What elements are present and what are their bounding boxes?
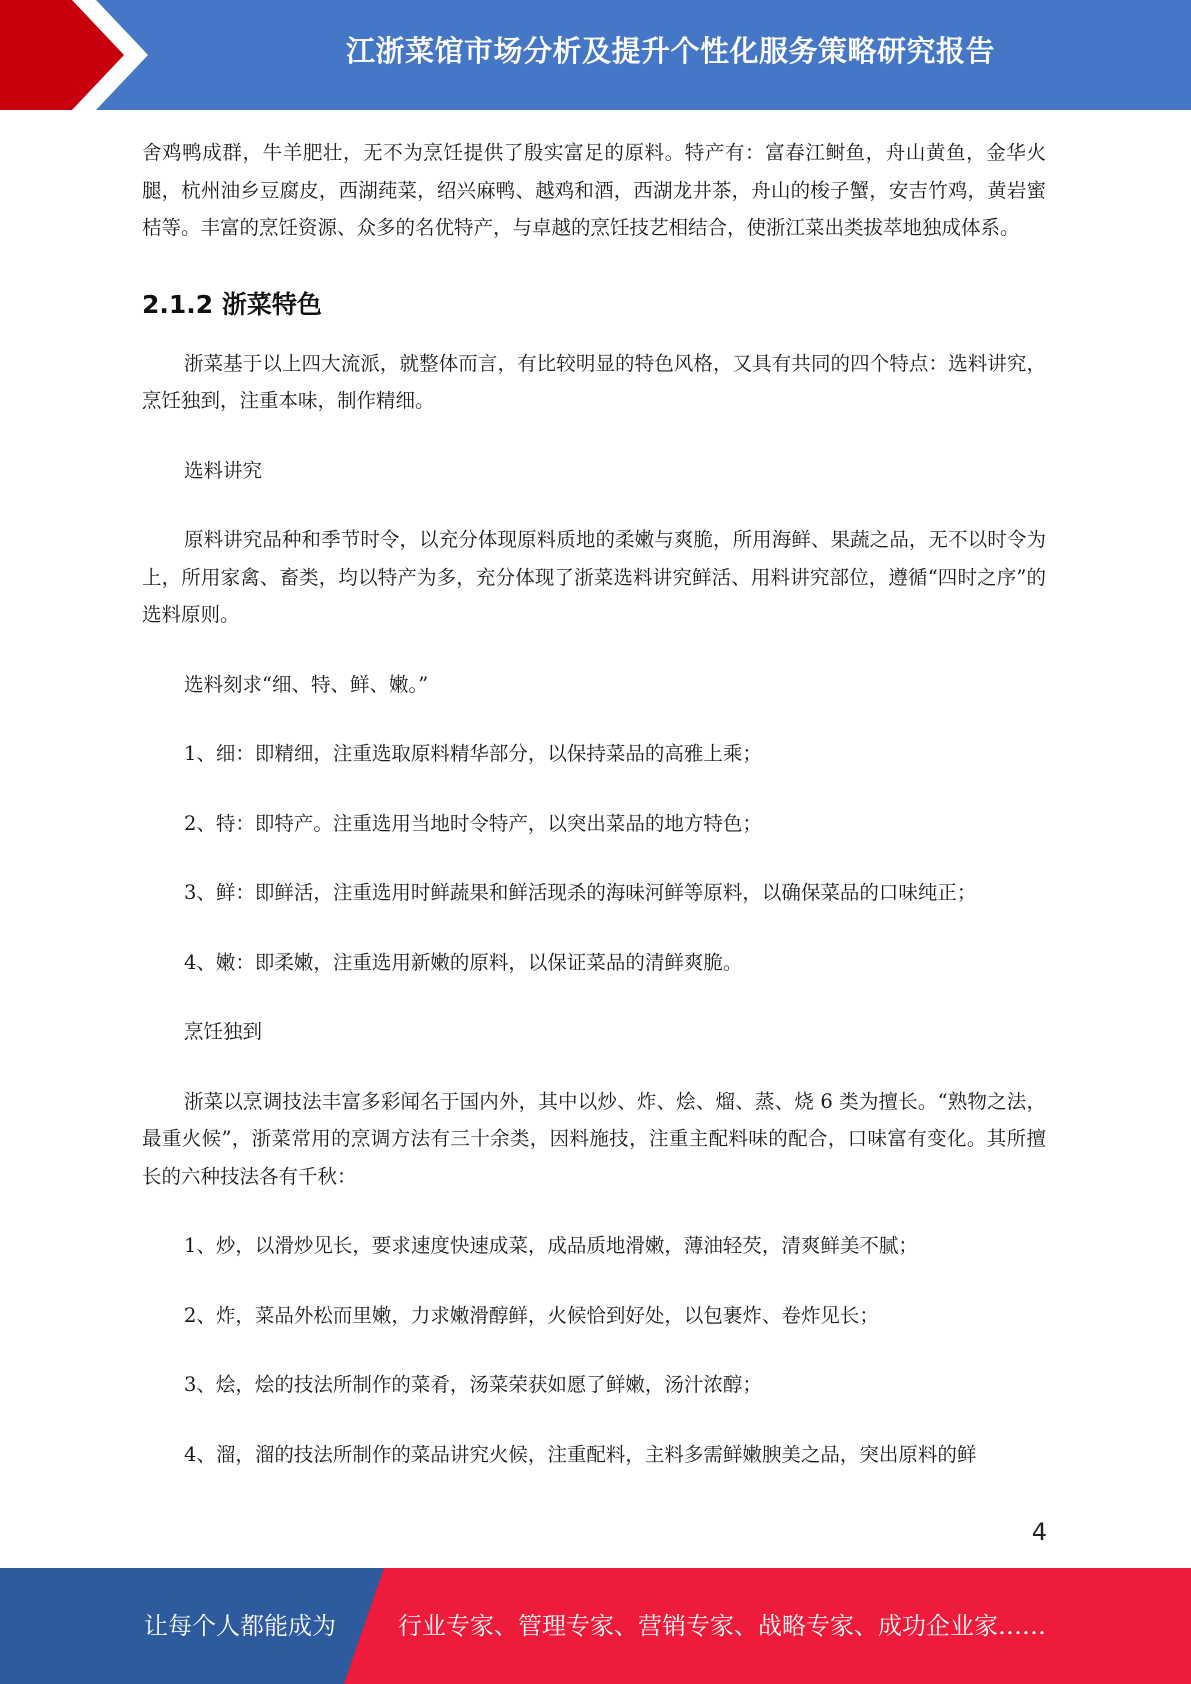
document-title: 江浙菜馆市场分析及提升个性化服务策略研究报告 [345,34,995,68]
list-item: 2、炸，菜品外松而里嫩，力求嫩滑醇鲜，火候恰到好处，以包裹炸、卷炸见长； [184,1303,879,1327]
page-footer [0,1568,1191,1684]
list-item: 4、溜，溜的技法所制作的菜品讲究火候，注重配料，主料多需鲜嫩腴美之品，突出原料的鲜 [184,1442,977,1466]
list-item: 1、细：即精细，注重选取原料精华部分，以保持菜品的高雅上乘； [184,742,762,765]
footer-slogan-left: 让每个人都能成为 [144,1612,336,1640]
subheading-selection: 选料讲究 [184,458,263,482]
document-body [142,134,1046,1473]
paragraph-overview: 浙菜基于以上四大流派，就整体而言，有比较明显的特色风格，又具有共同的四个特点：选料讲究，烹饪独到，注重本味，制作精细。 [142,351,1046,412]
footer-slogan-right: 行业专家、管理专家、营销专家、战略专家、成功企业家…… [398,1612,1046,1640]
paragraph-selection: 原料讲究品种和季节时令，以充分体现原料质地的柔嫩与爽脆，所用海鲜、果蔬之品，无不以时令为上，所用家禽、畜类，均以特产为多，充分体现了浙菜选料讲究鲜活、用料讲究部位，遵循“四时之序”的选料原则。 [142,528,1046,626]
section-heading: 2.1.2 浙菜特色 [142,289,322,319]
list-item: 3、烩，烩的技法所制作的菜肴，汤菜荣获如愿了鲜嫩，汤汁浓醇； [184,1373,762,1396]
paragraph-cooking: 浙菜以烹调技法丰富多彩闻名于国内外，其中以炒、炸、烩、熘、蒸、烧 6 类为擅长。“熟物之法，最重火候”，浙菜常用的烹调方法有三十余类，因料施技，注重主配料味的配合，口味富有变化。其所擅长的六种技法各有千秋： [142,1089,1046,1188]
paragraph-intro: 舍鸡鸭成群，牛羊肥壮，无不为烹饪提供了殷实富足的原料。特产有：富春江鲥鱼，舟山黄鱼，金华火腿，杭州油乡豆腐皮，西湖莼菜，绍兴麻鸭、越鸡和酒，西湖龙井茶，舟山的梭子蟹，安吉竹鸡，黄岩蜜桔等。丰富的烹饪资源、众多的名优特产，与卓越的烹饪技艺相结合，使浙江菜出类拔萃地独成体系。 [142,141,1046,239]
list-item: 4、嫩：即柔嫩，注重选用新嫩的原料，以保证菜品的清鲜爽脆。 [184,950,743,974]
page-header [0,0,1191,110]
list-item: 2、特：即特产。注重选用当地时令特产，以突出菜品的地方特色； [184,811,762,835]
list-item: 1、炒，以滑炒见长，要求速度快速成菜，成品质地滑嫩，薄油轻芡，清爽鲜美不腻； [184,1234,918,1257]
page-number: 4 [1031,1518,1047,1546]
list-item: 3、鲜：即鲜活，注重选用时鲜蔬果和鲜活现杀的海味河鲜等原料，以确保菜品的口味纯正； [184,881,977,904]
paragraph-selection-rule: 选料刻求“细、特、鲜、嫩。” [184,672,429,696]
subheading-cooking: 烹饪独到 [184,1020,263,1043]
